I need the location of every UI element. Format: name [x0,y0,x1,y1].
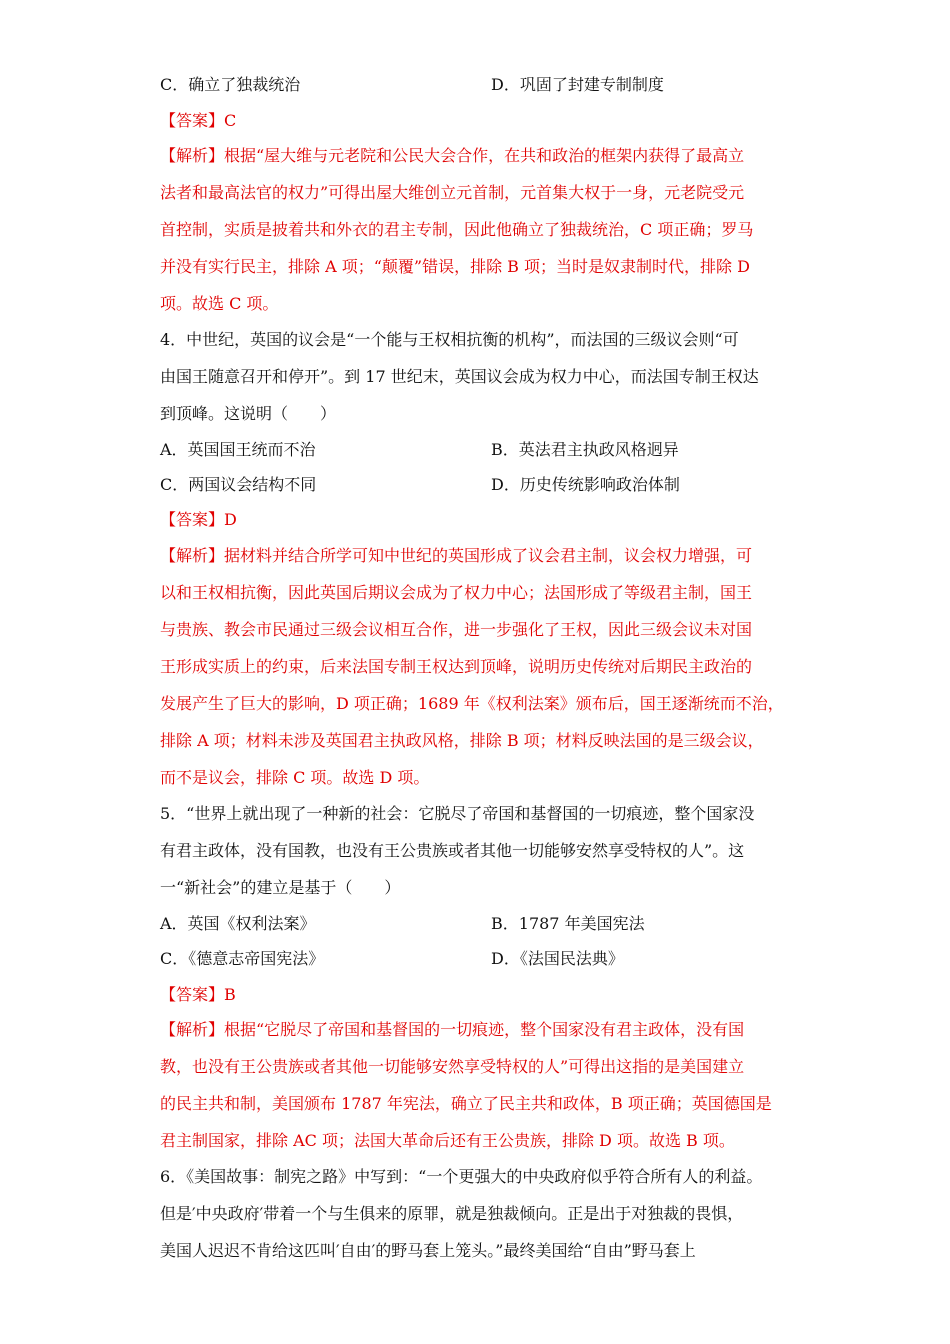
q3-option-d: D．巩固了封建专制制度 [491,75,664,94]
q5-stem-line: 一“新社会”的建立是基于（ ） [160,878,401,897]
q4-option-c: C．两国议会结构不同 [160,475,317,494]
q5-stem-line: 有君主政体，没有国教，也没有王公贵族或者其他一切能够安然享受特权的人”。这 [160,841,745,860]
q5-option-b: B．1787 年美国宪法 [491,914,645,933]
q5-answer: 【答案】B [160,985,236,1004]
q4-analysis-line: 【解析】据材料并结合所学可知中世纪的英国形成了议会君主制，议会权力增强，可 [160,546,753,565]
q4-stem-line: 由国王随意召开和停开”。到 17 世纪末，英国议会成为权力中心，而法国专制王权达 [160,367,759,386]
q3-analysis-line: 【解析】根据“屋大维与元老院和公民大会合作，在共和政治的框架内获得了最高立 [160,146,745,165]
q6-stem-line: 美国人迟迟不肯给这匹叫′自由′的野马套上笼头。”最终美国给“自由”野马套上 [160,1241,696,1260]
q5-analysis-line: 君主制国家，排除 AC 项；法国大革命后还有王公贵族，排除 D 项。故选 B 项。 [160,1131,735,1150]
q5-option-d: D．《法国民法典》 [491,949,624,968]
q4-stem-line: 4．中世纪，英国的议会是“一个能与王权相抗衡的机构”，而法国的三级议会则“可 [160,330,739,349]
q3-analysis-line: 并没有实行民主，排除 A 项；“颠覆”错误，排除 B 项；当时是奴隶制时代，排除 D [160,257,750,276]
q3-analysis-line: 首控制，实质是披着共和外衣的君主专制，因此他确立了独裁统治，C 项正确；罗马 [160,220,754,239]
q4-option-b: B．英法君主执政风格迥异 [491,440,679,459]
q5-option-a: A．英国《权利法案》 [160,914,316,933]
q4-analysis-line: 发展产生了巨大的影响，D 项正确；1689 年《权利法案》颁布后，国王逐渐统而不治， [160,694,784,713]
q5-stem-line: 5．“世界上就出现了一种新的社会：它脱尽了帝国和基督国的一切痕迹，整个国家没 [160,804,755,823]
q3-answer: 【答案】C [160,111,237,130]
q4-analysis-line: 排除 A 项；材料未涉及英国君主执政风格，排除 B 项；材料反映法国的是三级会议， [160,731,764,750]
q5-analysis-line: 【解析】根据“它脱尽了帝国和基督国的一切痕迹，整个国家没有君主政体，没有国 [160,1020,745,1039]
q4-analysis-line: 而不是议会，排除 C 项。故选 D 项。 [160,768,430,787]
q4-analysis-line: 与贵族、教会市民通过三级会议相互合作，进一步强化了王权，因此三级会议未对国 [160,620,753,639]
q5-option-c: C．《德意志帝国宪法》 [160,949,325,968]
q4-analysis-line: 以和王权相抗衡，因此英国后期议会成为了权力中心；法国形成了等级君主制，国王 [160,583,753,602]
q4-analysis-line: 王形成实质上的约束，后来法国专制王权达到顶峰，说明历史传统对后期民主政治的 [160,657,753,676]
q3-option-c: C．确立了独裁统治 [160,75,301,94]
q4-option-a: A．英国国王统而不治 [160,440,316,459]
q6-stem-line: 但是′中央政府′带着一个与生俱来的原罪，就是独裁倾向。正是出于对独裁的畏惧， [160,1204,744,1223]
q6-stem-line: 6．《美国故事：制宪之路》中写到：“一个更强大的中央政府似乎符合所有人的利益。 [160,1167,763,1186]
q3-analysis-line: 法者和最高法官的权力”可得出屋大维创立元首制，元首集大权于一身，元老院受元 [160,183,745,202]
q5-analysis-line: 教，也没有王公贵族或者其他一切能够安然享受特权的人”可得出这指的是美国建立 [160,1057,745,1076]
q4-option-d: D．历史传统影响政治体制 [491,475,680,494]
q5-analysis-line: 的民主共和制，美国颁布 1787 年宪法，确立了民主共和政体，B 项正确；英国德国是 [160,1094,772,1113]
q3-analysis-line: 项。故选 C 项。 [160,294,279,313]
q4-stem-line: 到顶峰。这说明（ ） [160,404,337,423]
q4-answer: 【答案】D [160,510,237,529]
